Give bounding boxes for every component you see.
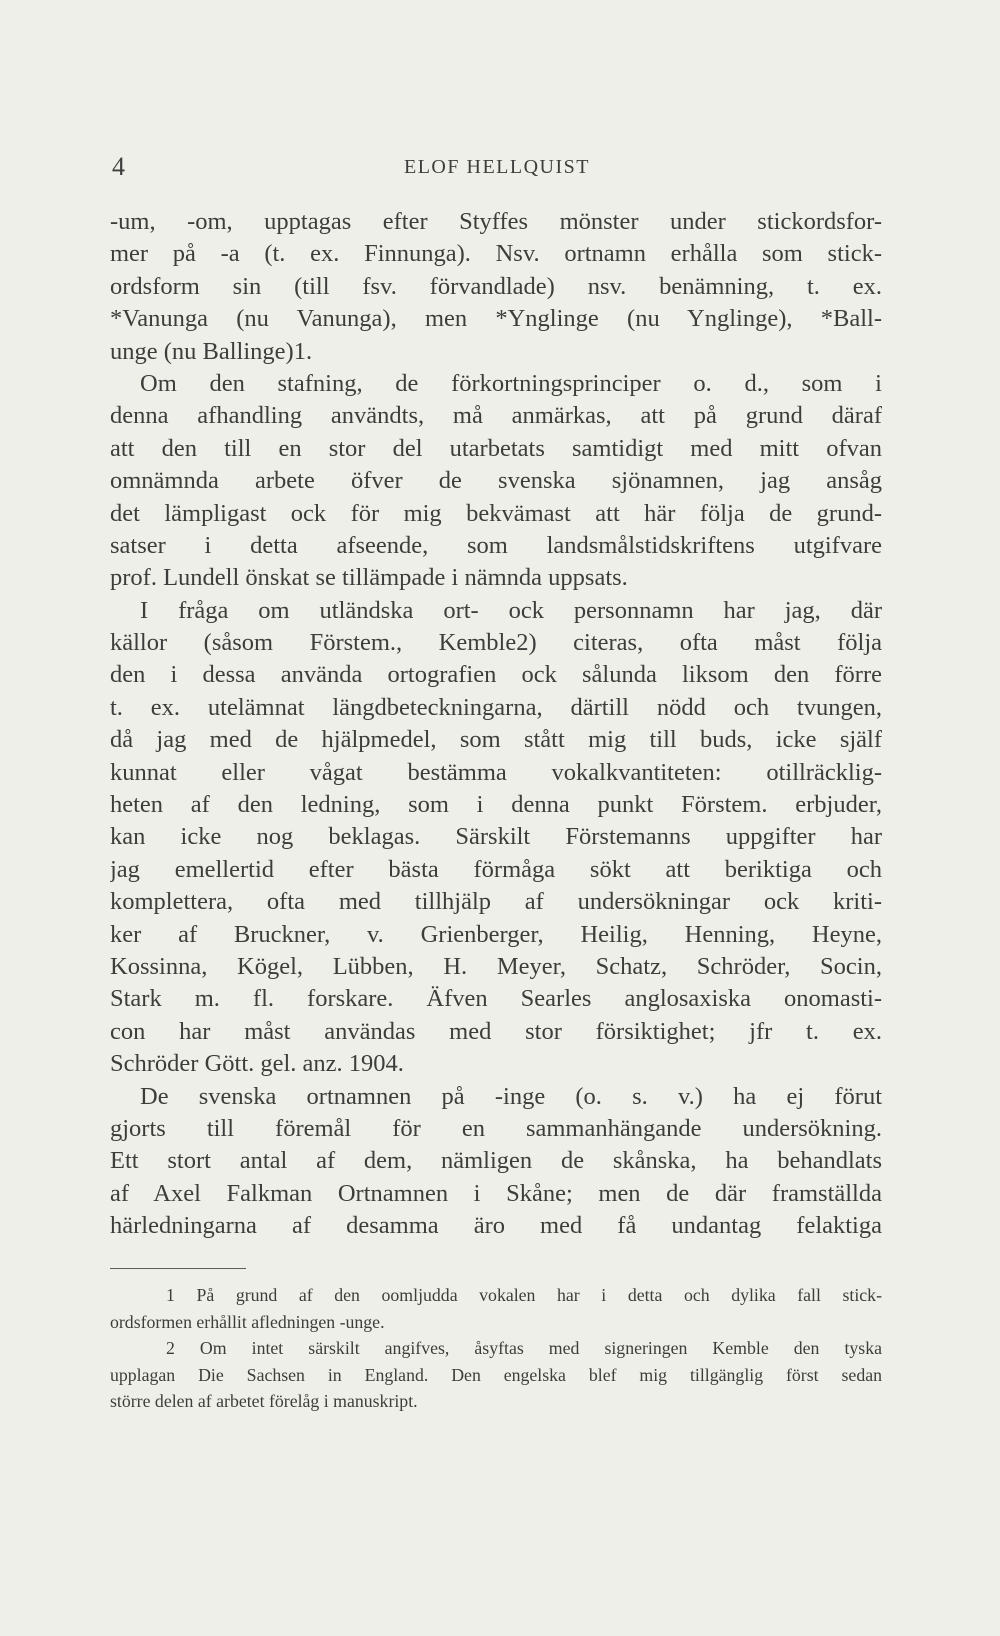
text-line: prof. Lundell önskat se tillämpade i nämnda uppsats. [110, 564, 628, 592]
footnote-line: större delen af arbetet förelåg i manuskript. [110, 1391, 418, 1412]
text-line: Kossinna, Kögel, Lübben, H. Meyer, Schatz, Schröder, Socin, [110, 952, 882, 980]
text-line: denna afhandling användts, må anmärkas, att på grund däraf [110, 402, 882, 430]
footnotes [110, 1282, 882, 1415]
footnote-line: upplagan Die Sachsen in England. Den engelska blef mig tillgänglig först sedan [110, 1364, 882, 1385]
text-line: det lämpligast ock för mig bekvämast att här följa de grund- [110, 499, 882, 527]
text-line: unge (nu Ballinge)1. [110, 337, 313, 365]
text-line: *Vanunga (nu Vanunga), men *Ynglinge (nu Ynglinge), *Ball- [110, 305, 882, 333]
text-line: Om den stafning, de förkortningsprinciper o. d., som i [140, 369, 882, 397]
text-line: af Axel Falkman Ortnamnen i Skåne; men de där framställda [110, 1179, 882, 1207]
text-line: omnämnda arbete öfver de svenska sjönamnen, jag ansåg [110, 467, 882, 495]
page-number: 4 [112, 152, 126, 181]
text-line: Stark m. fl. forskare. Äfven Searles anglosaxiska onomasti- [110, 985, 882, 1013]
text-line: Ett stort antal af dem, nämligen de skånska, ha behandlats [110, 1147, 882, 1175]
text-line: komplettera, ofta med tillhjälp af undersökningar ock kriti- [110, 888, 882, 916]
text-line: gjorts till föremål för en sammanhängande undersökning. [110, 1114, 882, 1142]
text-line: Schröder Gött. gel. anz. 1904. [110, 1050, 404, 1078]
text-line: att den till en stor del utarbetats samtidigt med mitt ofvan [110, 434, 882, 462]
text-line: ordsform sin (till fsv. förvandlade) nsv. benämning, t. ex. [110, 272, 882, 300]
footnote-line: ordsformen erhållit afledningen -unge. [110, 1311, 385, 1332]
running-head [112, 152, 882, 182]
text-line: satser i detta afseende, som landsmålstidskriftens utgifvare [110, 531, 882, 559]
running-title: ELOF HELLQUIST [404, 156, 590, 178]
text-line: kan icke nog beklagas. Särskilt Förstemanns uppgifter har [110, 823, 882, 851]
text-line: härledningarna af desamma äro med få undantag felaktiga [110, 1212, 882, 1240]
text-line: -um, -om, upptagas efter Styffes mönster under stickordsfor- [110, 208, 882, 235]
text-line: I fråga om utländska ort- ock personnamn har jag, där [140, 596, 882, 624]
text-line: källor (såsom Förstem., Kemble2) citeras, ofta måst följa [110, 629, 882, 657]
text-line: mer på -a (t. ex. Finnunga). Nsv. ortnamn erhålla som stick- [110, 240, 882, 268]
footnote-divider [110, 1268, 246, 1269]
text-line: heten af den ledning, som i denna punkt Förstem. erbjuder, [110, 791, 882, 819]
text-line: ker af Bruckner, v. Grienberger, Heilig, Henning, Heyne, [110, 920, 882, 948]
footnote-line: 1 På grund af den oomljudda vokalen har i detta och dylika fall stick- [166, 1285, 882, 1305]
text-line: kunnat eller vågat bestämma vokalkvantiteten: otillräcklig- [110, 758, 882, 786]
body-text [110, 206, 882, 1243]
footnote-line: 2 Om intet särskilt angifves, åsyftas med signeringen Kemble den tyska [166, 1338, 882, 1359]
text-line: då jag med de hjälpmedel, som stått mig till buds, icke själf [110, 726, 882, 754]
text-line: t. ex. utelämnat längdbeteckningarna, därtill nödd och tvungen, [110, 693, 882, 721]
text-line: De svenska ortnamnen på -inge (o. s. v.) ha ej förut [140, 1082, 882, 1110]
text-line: den i dessa använda ortografien ock sålunda liksom den förre [110, 661, 882, 689]
text-line: jag emellertid efter bästa förmåga sökt att beriktiga och [110, 855, 882, 883]
text-line: con har måst användas med stor försiktighet; jfr t. ex. [110, 1017, 882, 1045]
